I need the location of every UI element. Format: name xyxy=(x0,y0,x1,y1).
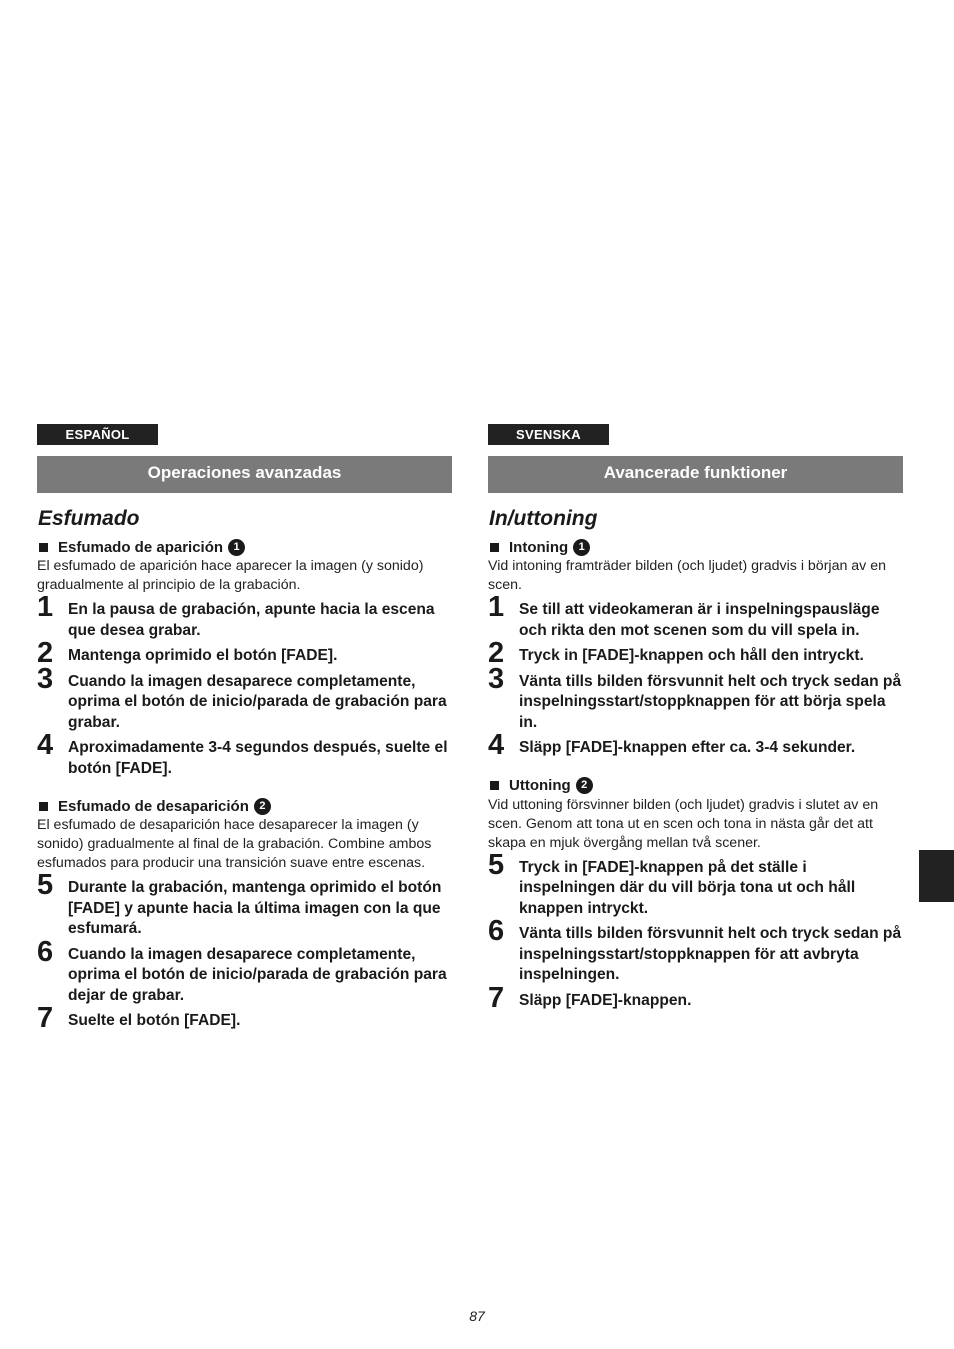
fade-out-steps xyxy=(488,848,903,1014)
step-number: 2 xyxy=(488,637,505,669)
step-item xyxy=(488,591,903,641)
step-text: Durante la grabación, mantenga oprimido el botón [FADE] y apunte hacia la última imagen con la que esfumará. xyxy=(68,879,442,937)
square-bullet-icon xyxy=(490,781,499,790)
step-item xyxy=(37,935,452,1007)
square-bullet-icon xyxy=(490,543,499,552)
step-text: Vänta tills bilden försvunnit helt och tryck sedan på inspelningsstart/stoppknappen för att avbryta inspelningen. xyxy=(519,925,902,983)
page-title: Esfumado xyxy=(38,507,140,530)
step-number: 4 xyxy=(488,729,505,761)
fade-out-heading xyxy=(37,797,452,815)
column-espanol xyxy=(37,424,452,1032)
page-number: 87 xyxy=(469,1308,485,1324)
fade-in-steps xyxy=(488,591,903,761)
circled-number-badge: 2 xyxy=(576,777,593,794)
language-tag: SVENSKA xyxy=(488,424,609,445)
step-number: 2 xyxy=(37,637,54,669)
step-text: Tryck in [FADE]-knappen på det ställe i inspelningen där du vill börja tona ut och håll knappen intryckt. xyxy=(519,858,856,917)
step-item xyxy=(37,591,452,641)
step-item xyxy=(37,729,452,779)
circled-number-badge: 1 xyxy=(228,539,245,556)
section-header: Avancerade funktioner xyxy=(488,456,903,493)
step-item xyxy=(488,662,903,734)
step-text: Vänta tills bilden försvunnit helt och tryck sedan på inspelningsstart/stoppknappen för att börja spela in. xyxy=(519,672,902,731)
step-text: Aproximadamente 3-4 segundos después, suelte el botón [FADE]. xyxy=(68,739,448,777)
step-text: En la pausa de grabación, apunte hacia la escena que desea grabar. xyxy=(68,601,435,639)
step-text: Cuando la imagen desaparece completamente, oprima el botón de inicio/parada de grabación para dejar de grabar. xyxy=(68,945,447,1004)
fade-out-heading-text: Esfumado de desaparición xyxy=(58,797,249,815)
step-item xyxy=(488,848,903,920)
step-number: 3 xyxy=(37,662,54,695)
fade-in-heading-text: Intoning xyxy=(509,538,569,556)
fade-in-steps xyxy=(37,591,452,779)
step-number: 5 xyxy=(37,869,54,901)
page-title: In/uttoning xyxy=(489,507,598,530)
step-text: Se till att videokameran är i inspelningspausläge och rikta den mot scenen som du vill spela in. xyxy=(519,601,880,639)
fade-in-description: Vid intoning framträder bilden (och ljudet) gradvis i början av en scen. xyxy=(488,558,886,593)
fade-out-description: El esfumado de desaparición hace desaparecer la imagen (y sonido) gradualmente al final de la grabación. Combine ambos esfumados para producir una transición suave entre escenas. xyxy=(37,817,432,871)
column-svenska xyxy=(488,424,903,1014)
language-tag: ESPAÑOL xyxy=(37,424,158,445)
fade-in-description: El esfumado de aparición hace aparecer la imagen (y sonido) gradualmente al principio de la grabación. xyxy=(37,558,424,593)
circled-number-badge: 1 xyxy=(573,539,590,556)
chapter-side-tab xyxy=(919,850,954,902)
fade-out-steps xyxy=(37,869,452,1034)
step-item xyxy=(37,662,452,734)
square-bullet-icon xyxy=(39,802,48,811)
fade-out-heading-text: Uttoning xyxy=(509,777,571,794)
fade-out-description: Vid uttoning försvinner bilden (och ljudet) gradvis i slutet av en scen. Genom att tona ut en scen och tona in nästa går det att skapa en mjuk övergång mellan två scener. xyxy=(488,796,879,851)
step-number: 5 xyxy=(488,848,505,881)
step-item xyxy=(488,981,903,1014)
step-number: 1 xyxy=(488,591,505,623)
step-number: 1 xyxy=(37,591,54,623)
step-text: Suelte el botón [FADE]. xyxy=(68,1012,241,1029)
step-number: 6 xyxy=(488,915,505,947)
step-item xyxy=(488,637,903,669)
fade-in-heading xyxy=(37,538,452,556)
section-header: Operaciones avanzadas xyxy=(37,456,452,493)
step-item xyxy=(37,1002,452,1034)
step-number: 7 xyxy=(488,981,505,1014)
step-number: 4 xyxy=(37,729,54,761)
step-number: 7 xyxy=(37,1002,54,1034)
step-text: Släpp [FADE]-knappen. xyxy=(519,991,692,1009)
circled-number-badge: 2 xyxy=(254,798,271,815)
step-text: Mantenga oprimido el botón [FADE]. xyxy=(68,647,338,664)
step-item xyxy=(488,915,903,986)
step-text: Tryck in [FADE]-knappen och håll den intryckt. xyxy=(519,647,864,664)
step-item xyxy=(488,729,903,761)
step-number: 3 xyxy=(488,662,505,695)
fade-in-heading xyxy=(488,538,903,556)
square-bullet-icon xyxy=(39,543,48,552)
step-item xyxy=(37,869,452,940)
fade-in-heading-text: Esfumado de aparición xyxy=(58,538,224,556)
step-item xyxy=(37,637,452,669)
step-number: 6 xyxy=(37,935,54,968)
step-text: Cuando la imagen desaparece completamente, oprima el botón de inicio/parada de grabación para grabar. xyxy=(68,672,447,731)
step-text: Släpp [FADE]-knappen efter ca. 3-4 sekunder. xyxy=(519,739,856,756)
fade-out-heading xyxy=(488,777,903,795)
